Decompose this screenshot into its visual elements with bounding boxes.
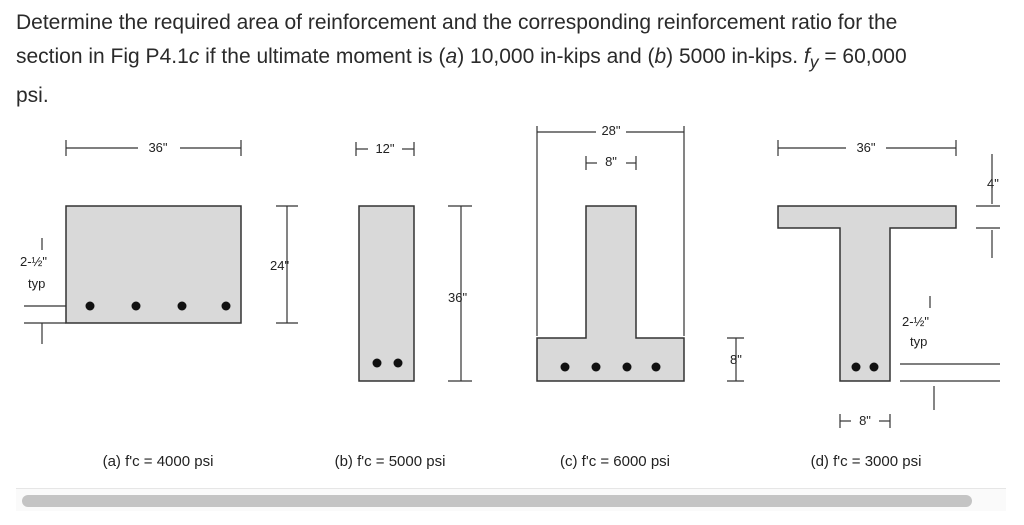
section-c-web-label: 8" <box>605 154 617 169</box>
rebar-dot <box>394 359 403 368</box>
section-c-flange-label: 8" <box>730 352 742 367</box>
rebar-dot <box>86 302 95 311</box>
section-c-shape <box>537 206 684 381</box>
section-a-width-label: 36" <box>148 140 168 155</box>
rebar-dot <box>222 302 231 311</box>
section-b-width-label: 12" <box>375 141 395 156</box>
rebar-dot <box>623 363 632 372</box>
rebar-dot <box>870 363 879 372</box>
section-c-width-label: 28" <box>601 123 621 138</box>
section-d-web-label: 8" <box>859 413 871 428</box>
section-d-caption: (d) f'c = 3000 psi <box>810 453 922 470</box>
section-d-shape <box>778 206 956 381</box>
rebar-dot <box>178 302 187 311</box>
rebar-dot <box>652 363 661 372</box>
section-d-flange-label: 4" <box>987 176 999 191</box>
section-b-height-b-label: 36" <box>448 290 468 305</box>
section-b <box>270 141 472 470</box>
section-b-height-a-label: 24" <box>270 258 290 273</box>
problem-line-2: section in Fig P4.1c if the ultimate moment is (a) 10,000 in-kips and (b) 5000 in-kips. $f_y = 60,000$ <box>16 45 907 73</box>
section-d <box>778 140 1000 470</box>
section-b-caption: (b) f'c = 5000 psi <box>334 453 446 470</box>
problem-statement <box>16 6 1006 113</box>
section-a-typ-label: typ <box>28 276 46 291</box>
rebar-dot <box>373 359 382 368</box>
scrollbar-thumb[interactable] <box>22 495 972 507</box>
section-a <box>20 140 241 470</box>
rebar-dot <box>852 363 861 372</box>
beam-sections-figure <box>0 118 1024 483</box>
section-b-rect <box>359 206 414 381</box>
section-c <box>537 123 744 470</box>
problem-line-3: psi. <box>16 84 49 108</box>
section-a-caption: (a) f'c = 4000 psi <box>102 453 214 470</box>
problem-line-1: Determine the required area of reinforcement and the corresponding reinforcement ratio for the <box>16 11 898 34</box>
section-d-typ-label: typ <box>910 334 928 349</box>
section-a-cover-label: 2-½" <box>20 254 48 269</box>
section-c-caption: (c) f'c = 6000 psi <box>560 453 670 470</box>
rebar-dot <box>592 363 601 372</box>
section-d-width-label: 36" <box>856 140 876 155</box>
horizontal-scrollbar[interactable] <box>16 488 1006 511</box>
section-d-cover-label: 2-½" <box>902 314 930 329</box>
rebar-dot <box>132 302 141 311</box>
rebar-dot <box>561 363 570 372</box>
